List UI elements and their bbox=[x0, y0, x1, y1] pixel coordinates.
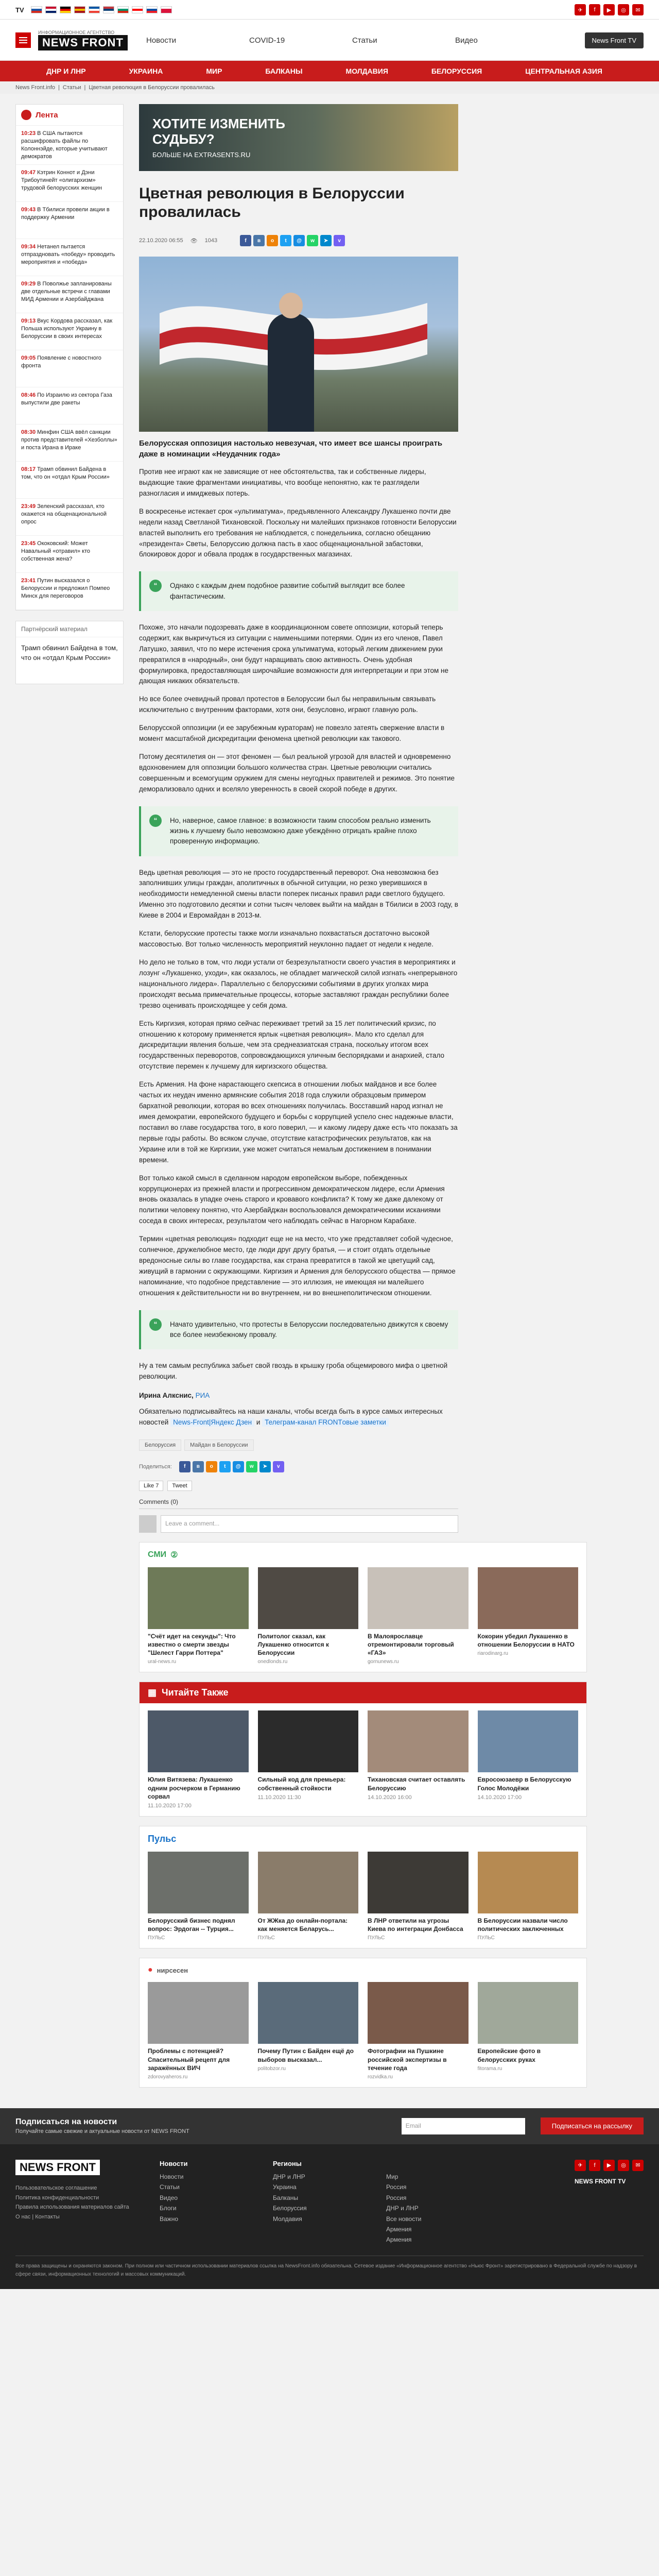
logo-tagline: ИНФОРМАЦИОННОЕ АГЕНТСТВО bbox=[38, 30, 115, 35]
feed-item[interactable] bbox=[16, 126, 123, 165]
feed-item-text: Зеленский рассказал, кто окажется на общенациональной опрос bbox=[21, 503, 107, 526]
ad-line2: СУДЬБУ? bbox=[152, 131, 215, 147]
read-also-card-image bbox=[258, 1710, 359, 1772]
feed-item[interactable] bbox=[16, 499, 123, 536]
article bbox=[139, 104, 458, 1533]
feed-item-time: 08:46 bbox=[21, 392, 36, 399]
partner-news-card-source: fitorama.ru bbox=[477, 2065, 502, 2072]
read-also-card-image bbox=[368, 1710, 469, 1772]
read-also-card-date: 14.10.2020 17:00 bbox=[477, 1794, 522, 1801]
cat-world[interactable]: МИР bbox=[206, 67, 222, 75]
ad-line3: БОЛЬШЕ НА EXTRASENTS.RU bbox=[152, 151, 251, 159]
partner-news-card[interactable] bbox=[258, 1982, 359, 2080]
viber-share-icon[interactable]: v bbox=[273, 1461, 284, 1472]
footer-link[interactable]: Мир bbox=[386, 2173, 398, 2180]
eye-icon: 👁 bbox=[190, 238, 198, 244]
footer-social-icon-4[interactable]: ✉ bbox=[632, 2160, 644, 2171]
email-input[interactable]: Email bbox=[402, 2118, 525, 2134]
partner-news-icon: ● bbox=[148, 1965, 153, 1975]
breadcrumb-articles[interactable]: Статьи bbox=[62, 84, 81, 91]
article-views: 1043 bbox=[204, 238, 218, 244]
zen-channel-link[interactable]: News-Front|Яндекс Дзен bbox=[170, 1418, 254, 1427]
feed-item-text: Минфин США ввёл санкции против представителей «Хезболлы» и поста Ирана в Ираке bbox=[21, 429, 117, 451]
partner-news-block bbox=[139, 1958, 587, 2088]
newsletter-desc: Получайте самые свежие и актуальные новости от NEWS FRONT bbox=[15, 2128, 189, 2135]
newsletter-title: Подписаться на новости bbox=[15, 2117, 117, 2127]
feed-item-text: Вкус Кордова рассказал, как Польша используют Украину в Белоруссии в своих интересах bbox=[21, 318, 113, 340]
smi2-card-source: gornunews.ru bbox=[368, 1659, 399, 1665]
language-flags bbox=[31, 6, 172, 13]
right-column-empty bbox=[474, 104, 644, 413]
flag-rs-icon[interactable] bbox=[103, 6, 114, 13]
paragraph: В воскресенье истекает срок «ультиматума», предъявленного Александру Лукашенко почти две недели назад Светланой Тихановской. Поскольку ни малейших признаков готовности Белоруссии властей выполнить его требования не наблюдается, с понедельника, согласно обещанию «президента» Светы, Белоруссию должна пасть в хаос общенациональной забастовки, блокировок дорог и обвала продаж в государственных магазинах. bbox=[139, 507, 457, 558]
flag-sk-icon[interactable] bbox=[146, 6, 158, 13]
fb-share-icon[interactable]: f bbox=[179, 1461, 190, 1472]
paragraph: Кстати, белорусские протесты также могли изначально похвастаться достаточно высокой массовостью. Вот только численность мероприятий неуклонно падает от недели к неделе. bbox=[139, 929, 433, 948]
feed-item[interactable] bbox=[16, 313, 123, 350]
read-also-title: Читайте Также bbox=[162, 1687, 229, 1698]
subscribe-button[interactable]: Подписаться на рассылку bbox=[541, 2117, 644, 2134]
partner-news-card[interactable] bbox=[148, 1982, 249, 2080]
tweet-button[interactable]: Tweet bbox=[167, 1481, 192, 1491]
feed-icon bbox=[21, 110, 31, 120]
quote-text: Но, наверное, самое главное: в возможности таким способом реально изменить жизнь к лучшему было невозможно даже убеждённо отрицать крайне плохо проверенную информацию. bbox=[170, 816, 431, 845]
tg-share-icon[interactable]: ➤ bbox=[320, 235, 332, 246]
feed-item-time: 09:05 bbox=[21, 355, 36, 362]
pulse-card-image bbox=[148, 1852, 249, 1913]
cat-dnr-lnr[interactable]: ДНР И ЛНР bbox=[46, 67, 86, 75]
nav-articles[interactable]: Статьи bbox=[352, 36, 377, 45]
breadcrumb bbox=[0, 81, 659, 94]
footer-link[interactable]: Важно bbox=[160, 2215, 179, 2223]
feed-item[interactable] bbox=[16, 239, 123, 276]
smi2-card-image bbox=[148, 1567, 249, 1629]
article-tags bbox=[139, 1439, 458, 1451]
pulse-title: Пульс bbox=[148, 1834, 177, 1844]
footer-social-icon-0[interactable]: ✈ bbox=[575, 2160, 586, 2171]
pulse-card-image bbox=[368, 1852, 469, 1913]
cat-belarus[interactable]: БЕЛОРУССИЯ bbox=[431, 67, 482, 75]
menu-icon[interactable] bbox=[15, 32, 31, 48]
fb-share-icon[interactable]: f bbox=[240, 235, 251, 246]
subscribe-and: и bbox=[256, 1418, 261, 1426]
flag-es-icon[interactable] bbox=[74, 6, 85, 13]
footer-social-icon-3[interactable]: ◎ bbox=[618, 2160, 629, 2171]
quote-icon: “ bbox=[149, 1318, 162, 1331]
site-footer bbox=[0, 2144, 659, 2289]
feed-item-time: 09:29 bbox=[21, 281, 36, 287]
read-also-card-image bbox=[148, 1710, 249, 1772]
pulse-card-source: ПУЛЬС bbox=[368, 1935, 385, 1941]
smi2-card-image bbox=[258, 1567, 359, 1629]
smi2-card-source: ural-news.ru bbox=[148, 1659, 177, 1665]
paragraph: Ну а тем самым республика забьет свой гвоздь в крышку гроба общемирового мифа о цветной революции. bbox=[139, 1362, 448, 1381]
feed-item-time: 08:30 bbox=[21, 429, 36, 436]
feed-item[interactable] bbox=[16, 573, 123, 610]
pulse-card-caption: В Белоруссии назвали число политических заключенных bbox=[477, 1917, 568, 1933]
smi2-card-source: riarodinarg.ru bbox=[477, 1651, 508, 1657]
viber-share-icon[interactable]: v bbox=[334, 235, 345, 246]
feed-item-text: Ококовский: Может Навальный «отравил» кто собственная жена? bbox=[21, 540, 91, 563]
partner-material bbox=[15, 621, 124, 684]
telegram-channel-link[interactable]: Телеграм-канал FRONTовые заметки bbox=[262, 1418, 389, 1427]
breadcrumb-current: Цветная революция в Белоруссии провалилась bbox=[89, 84, 215, 91]
partner-news-card-caption: Фотографии на Пушкине российской экспертизы в течение года bbox=[368, 2047, 447, 2072]
feed-item-time: 08:17 bbox=[21, 466, 36, 473]
smi2-card-caption: "Счёт идет на секунды": Что известно о смерти звезды "Шелест Гарри Поттера" bbox=[148, 1632, 236, 1657]
partner-news-card-source: zdorovyaheros.ru bbox=[148, 2074, 188, 2080]
paragraph: Против нее играют как не зависящие от нее обстоятельства, так и собственные лидеры, выдающие такие фрагментами инициативы, что вообще непонятно, как те разглядели разногласия и имиджевых потерь. bbox=[139, 468, 426, 497]
comments-section bbox=[139, 1498, 458, 1533]
avatar bbox=[139, 1515, 157, 1533]
pulse-card-caption: От ЖЖка до онлайн-портала: как меняется Беларусь... bbox=[257, 1917, 348, 1933]
subscribe-text: Обязательно подписывайтесь на наши каналы, чтобы всегда быть в курсе самых интересных новостей bbox=[139, 1408, 443, 1426]
quote-text: Однако с каждым днем подобное развитие событий выглядит все более фантастическим. bbox=[170, 582, 405, 600]
footer-link[interactable]: Новости bbox=[160, 2173, 184, 2180]
quote-block bbox=[139, 806, 458, 856]
smi2-card[interactable] bbox=[478, 1567, 579, 1665]
feed-item[interactable] bbox=[16, 165, 123, 202]
feed-item[interactable] bbox=[16, 536, 123, 573]
tw-share-icon[interactable]: t bbox=[280, 235, 291, 246]
partner-news-card-image bbox=[258, 1982, 359, 2044]
paragraph: Белорусской оппозиции (и ее зарубежным кураторам) не повезло затеять свержение власти в момент масштабной дискредитации феномена цветной революции как такового. bbox=[139, 724, 445, 743]
footer-col-title: Новости bbox=[160, 2159, 188, 2167]
footer-tv bbox=[575, 2160, 644, 2245]
flag-bg-icon[interactable] bbox=[117, 6, 129, 13]
read-also-card-date: 11.10.2020 17:00 bbox=[148, 1803, 192, 1809]
author-name: Ирина Алкснис, bbox=[139, 1392, 194, 1400]
nav-video[interactable]: Видео bbox=[455, 36, 478, 45]
paragraph: Ведь цветная революция — это не просто государственный переворот. Она невозможна без заполнивших улицы граждан, аполитичных в обычной ситуации, но резко уверившихся в необходимости немедленной смены власти поперек писаных правил ради светлого будущего. Именно это подготовило десятки и сотни тысяч человек выйти на майдан в Тбилиси в 2003 году, в Киеве в 2004 и Евромайдан в 2013-м. bbox=[139, 868, 458, 920]
paragraph: Вот только какой смысл в сделанном народом европейском выборе, побежденных коррупционерах из прежней власти и прогрессивном демократическом лидере, если Армения вновь оказалась в упадке очень старого и кровавого конфликта? К тому же даже далекому от политики человеку понятно, что Азербайджан воспользовался демократическими исканиями соседа в своих интересах, результатом чего наблюдать сейчас в Нагорном Карабахе. bbox=[139, 1174, 445, 1225]
footer-link[interactable]: Украина bbox=[273, 2183, 297, 2191]
paragraph: Потому десятилетия он — этот феномен — был реальной угрозой для властей и одновременно вдохновением для оппозиции большого количества стран. Цветные революции считались совершенным и всемогущим оружием для смены неугодных правителей и режимов. Это понятие деморализовало одних и вселяло уверенность в своей скорой победе в других. bbox=[139, 753, 455, 793]
smi2-card-caption: В Малоярославце отремонтировали торговый «ГАЗ» bbox=[368, 1632, 454, 1657]
tag-belarus[interactable]: Белоруссия bbox=[139, 1439, 181, 1451]
read-also-icon: ▦ bbox=[148, 1687, 157, 1698]
ad-line1: ХОТИТЕ ИЗМЕНИТЬ bbox=[152, 115, 285, 131]
feed-item[interactable] bbox=[16, 202, 123, 239]
smi2-card[interactable] bbox=[258, 1567, 359, 1665]
pulse-card-caption: Белорусский бизнес поднял вопрос: Эрдоган -- Турция... bbox=[148, 1917, 235, 1933]
partner-news-card[interactable] bbox=[368, 1982, 469, 2080]
feed-item-text: Путин высказался о Белоруссии и предложил Помпео Минск для переговоров bbox=[21, 578, 110, 600]
partner-news-card-caption: Почему Путин с Байден ещё до выборов высказал... bbox=[257, 2047, 354, 2063]
read-also-card[interactable] bbox=[148, 1710, 249, 1809]
smi2-card-image bbox=[478, 1567, 579, 1629]
read-also-block bbox=[139, 1682, 587, 1817]
footer-terms-link[interactable]: Пользовательское соглашение bbox=[15, 2184, 97, 2191]
footer-social-icon-2[interactable]: ▶ bbox=[603, 2160, 615, 2171]
main-nav bbox=[146, 36, 558, 45]
partner-news-head bbox=[148, 1965, 578, 1975]
flag-en-icon[interactable] bbox=[45, 6, 57, 13]
social-icon-2[interactable]: ▶ bbox=[603, 4, 615, 15]
feed-item-time: 09:13 bbox=[21, 318, 36, 325]
pulse-block bbox=[139, 1826, 587, 1948]
paragraph: Термин «цветная революция» подходит еще не на место, что уже представляет собой чудесное, солнечное, дружелюбное место, где люди друг другу братья, — и стоит отдать отдельные вредоносные силы во главе государства, как страна превратится в такой же цветущий сад, живущий в гармонии с окружающими. Киргизия и Армения для белорусского общества — прямое напоминание, что подобное представление — это иллюзия, не имеющая ни малейшего отношения к действительности ни во внутреннем, ни во внешнеполитическом отношении. bbox=[139, 1235, 456, 1297]
article-meta bbox=[139, 235, 458, 246]
comments-head: Comments (0) bbox=[139, 1498, 458, 1509]
cat-moldova[interactable]: МОЛДАВИЯ bbox=[345, 67, 388, 75]
paragraph: Есть Киргизия, которая прямо сейчас переживает третий за 15 лет политический кризис, по отношению к которому применяется ярлык «цветная революция». Мало кто сделал для дискредитации явления больше, чем эта среднеазиатская страна, поскольку итогом всех государственных переворотов, сопровождающихся уличным беспорядками и анархией, стало отсутствие перемен к лучшему для киргизского общества. bbox=[139, 1019, 445, 1071]
tag-maidan-belarus[interactable]: Майдан в Белоруссии bbox=[184, 1439, 253, 1451]
pulse-card[interactable] bbox=[258, 1852, 359, 1941]
pulse-card[interactable] bbox=[478, 1852, 579, 1941]
logo-text: NEWS FRONT bbox=[38, 35, 128, 50]
tg-share-icon[interactable]: ➤ bbox=[259, 1461, 271, 1472]
vk-share-icon[interactable]: в bbox=[193, 1461, 204, 1472]
pulse-card[interactable] bbox=[368, 1852, 469, 1941]
pulse-card[interactable] bbox=[148, 1852, 249, 1941]
partner-news-card-caption: Европейские фото в белорусских руках bbox=[477, 2047, 541, 2063]
footer-link[interactable]: Белоруссия bbox=[273, 2205, 307, 2212]
author-line bbox=[139, 1392, 458, 1399]
nav-news[interactable]: Новости bbox=[146, 36, 177, 45]
mail-share-icon[interactable]: @ bbox=[233, 1461, 244, 1472]
bottom-share bbox=[139, 1461, 458, 1472]
partner-news-card-source: politobzor.ru bbox=[257, 2065, 286, 2072]
tv-label[interactable]: TV bbox=[15, 6, 24, 14]
ok-share-icon[interactable]: о bbox=[267, 235, 278, 246]
read-also-card[interactable] bbox=[368, 1710, 469, 1809]
social-icon-4[interactable]: ✉ bbox=[632, 4, 644, 15]
feed-item-text: Появление с новостного фронта bbox=[21, 355, 101, 369]
footer-link[interactable]: Видео bbox=[160, 2194, 178, 2201]
smi2-card-caption: Кокорин убедил Лукашенко в отношении Белоруссии в НАТО bbox=[477, 1632, 575, 1649]
feed-item[interactable] bbox=[16, 425, 123, 462]
partner-news-card[interactable] bbox=[478, 1982, 579, 2080]
footer-social-icon-1[interactable]: f bbox=[589, 2160, 600, 2171]
article-title: Цветная революция в Белоруссии провалилась bbox=[139, 185, 405, 221]
tw-share-icon[interactable]: t bbox=[219, 1461, 231, 1472]
footer-logo[interactable]: NEWS FRONT bbox=[15, 2160, 139, 2175]
wa-share-icon[interactable]: w bbox=[307, 235, 318, 246]
footer-link[interactable]: Блоги bbox=[160, 2205, 177, 2212]
quote-icon: “ bbox=[149, 580, 162, 592]
smi2-title: СМИ bbox=[148, 1550, 167, 1559]
cat-ukraine[interactable]: УКРАИНА bbox=[129, 67, 163, 75]
read-also-card-date: 11.10.2020 11:30 bbox=[257, 1794, 301, 1801]
social-actions bbox=[139, 1481, 458, 1491]
footer-link[interactable]: Армения bbox=[386, 2236, 412, 2244]
pulse-card-source: ПУЛЬС bbox=[148, 1935, 165, 1941]
footer-link[interactable]: Молдавия bbox=[273, 2215, 302, 2223]
pulse-card-caption: В ЛНР ответили на угрозы Киева по интеграции Донбасса bbox=[368, 1917, 463, 1933]
right-column bbox=[474, 104, 644, 1533]
nav-covid[interactable]: COVID-19 bbox=[249, 36, 285, 45]
partner-news-card-caption: Проблемы с потенцией? Спасительный рецепт для заражённых ВИЧ bbox=[148, 2047, 230, 2072]
pulse-card-source: ПУЛЬС bbox=[477, 1935, 495, 1941]
partner-link[interactable]: Трамп обвинил Байдена в том, что он «отдал Крым России» bbox=[21, 644, 118, 662]
pulse-card-image bbox=[258, 1852, 359, 1913]
social-icon-3[interactable]: ◎ bbox=[618, 4, 629, 15]
author-source-link[interactable]: РИА bbox=[195, 1392, 210, 1400]
share-buttons bbox=[240, 235, 345, 246]
ok-share-icon[interactable]: о bbox=[206, 1461, 217, 1472]
category-nav bbox=[0, 61, 659, 81]
read-also-card-date: 14.10.2020 16:00 bbox=[368, 1794, 412, 1801]
smi2-block bbox=[139, 1542, 587, 1673]
subscribe-channels bbox=[139, 1406, 458, 1428]
cat-central-asia[interactable]: ЦЕНТРАЛЬНАЯ АЗИЯ bbox=[525, 67, 602, 75]
read-also-card-caption: Евросоюзаевр в Белорусскую Голос Молодёжи bbox=[477, 1776, 571, 1792]
footer-legal: Все права защищены и охраняются законом. При полном или частичном использовании материалов ссылка на NewsFront.info обязательна. Сетевое издание «Информационное агентство «Ньюс Фронт» зарегистрировано в Федеральной службе по надзору в сфере связи, информационных технологий и массовых коммуникаций. bbox=[15, 2256, 644, 2279]
quote-block bbox=[139, 571, 458, 611]
smi2-card[interactable] bbox=[148, 1567, 249, 1665]
flag-ru-icon[interactable] bbox=[31, 6, 42, 13]
flag-pl-icon[interactable] bbox=[161, 6, 172, 13]
partner-news-card-image bbox=[368, 1982, 469, 2044]
read-also-card-image bbox=[478, 1710, 579, 1772]
smi2-head bbox=[148, 1550, 578, 1560]
social-icons bbox=[575, 4, 644, 15]
newsletter-bar bbox=[0, 2108, 659, 2144]
feed-item-text: В Поволжье запланированы две отдельные встречи с главами МИД Армении и Азербайджана bbox=[21, 281, 112, 303]
footer-link[interactable]: Армения bbox=[386, 2225, 412, 2233]
footer-link[interactable]: Балканы bbox=[273, 2194, 298, 2201]
footer-tv-link[interactable]: NEWS FRONT TV bbox=[575, 2177, 626, 2185]
ad-banner[interactable] bbox=[139, 104, 458, 171]
breadcrumb-sep: | bbox=[84, 84, 86, 91]
like-button[interactable]: Like 7 bbox=[139, 1481, 163, 1491]
feed-item[interactable] bbox=[16, 462, 123, 499]
article-lead: Белорусская оппозиция настолько невезучая, что имеет все шансы проиграть даже в номинации «Неудачник года» bbox=[139, 439, 443, 459]
partner-news-title: нирсесен bbox=[157, 1966, 188, 1974]
footer-col-regions bbox=[273, 2160, 366, 2245]
feed-item-text: В США пытаются расшифровать файлы по Колоннэйде, которые учитывают демократов bbox=[21, 130, 108, 160]
feed-item-time: 10:23 bbox=[21, 130, 36, 137]
pulse-card-source: ПУЛЬС bbox=[257, 1935, 275, 1941]
quote-icon: “ bbox=[149, 815, 162, 827]
quote-block bbox=[139, 1310, 458, 1350]
footer-col-more bbox=[386, 2160, 479, 2245]
breadcrumb-sep: | bbox=[58, 84, 60, 91]
smi2-card-image bbox=[368, 1567, 469, 1629]
feed-item-time: 23:45 bbox=[21, 540, 36, 547]
feed-title bbox=[16, 105, 123, 126]
top-utility-bar bbox=[0, 0, 659, 20]
partner-news-card-image bbox=[148, 1982, 249, 2044]
partner-news-card-source: rozvidka.ru bbox=[368, 2074, 393, 2080]
footer-col-title bbox=[386, 2160, 479, 2167]
news-feed-sidebar bbox=[15, 104, 124, 1533]
partner-news-card-image bbox=[478, 1982, 579, 2044]
footer-col-news bbox=[160, 2160, 252, 2245]
footer-social-icons bbox=[575, 2160, 644, 2171]
cat-balkans[interactable]: БАЛКАНЫ bbox=[265, 67, 303, 75]
footer-link[interactable]: ДНР и ЛНР bbox=[273, 2173, 305, 2180]
site-header bbox=[0, 20, 659, 61]
feed-item-time: 09:43 bbox=[21, 207, 36, 213]
read-also-head bbox=[140, 1682, 586, 1703]
footer-link[interactable]: Все новости bbox=[386, 2215, 422, 2223]
footer-link[interactable]: ДНР и ЛНР bbox=[386, 2205, 419, 2212]
flag-fr-icon[interactable] bbox=[89, 6, 100, 13]
footer-link[interactable]: Россия bbox=[386, 2183, 407, 2191]
article-date: 22.10.2020 06:55 bbox=[139, 238, 183, 244]
site-logo[interactable] bbox=[38, 30, 131, 50]
feed-item-time: 23:41 bbox=[21, 578, 36, 584]
flag-ge-icon[interactable] bbox=[132, 6, 143, 13]
feed-item-text: По Израилю из сектора Газа выпустили две ракеты bbox=[21, 392, 112, 406]
read-also-card-caption: Сильный код для премьера: собственный стойкости bbox=[257, 1776, 346, 1792]
feed-item-time: 09:34 bbox=[21, 244, 36, 250]
social-icon-1[interactable]: f bbox=[589, 4, 600, 15]
pulse-card-image bbox=[478, 1852, 579, 1913]
smi2-card-caption: Политолог сказал, как Лукашенко относится к Белоруссии bbox=[257, 1632, 329, 1657]
quote-text: Начато удивительно, что протесты в Белоруссии последовательно движутся к своему все более неизбежному провалу. bbox=[170, 1320, 448, 1338]
feed-item-text: Кэтрин Коннот и Дэни Трибоутинейт «олигархизм» трудовой белорусских женщин bbox=[21, 170, 102, 192]
feed-item-text: Нетанел пытается отпраздновать «победу» проводить мероприятия и «победа» bbox=[21, 244, 115, 266]
paragraph: Но все более очевидный провал протестов в Белоруссии был бы неправильным связывать исключительно с внутренним факторами, хотя они, безусловно, играют главную роль. bbox=[139, 695, 436, 714]
news-front-tv-button[interactable]: News Front TV bbox=[585, 32, 644, 48]
feed-item-text: В Тбилиси провели акции в поддержку Армении bbox=[21, 207, 110, 221]
read-also-card-caption: Юлия Витязева: Лукашенко одним росчерком в Германию сорвал bbox=[148, 1776, 240, 1800]
smi2-logo-icon: ② bbox=[170, 1550, 178, 1560]
feed-title-text: Лента bbox=[36, 110, 58, 120]
smi2-card[interactable] bbox=[368, 1567, 469, 1665]
protester-figure bbox=[268, 313, 314, 432]
news-feed bbox=[15, 104, 124, 611]
footer-col-title: Регионы bbox=[273, 2159, 302, 2167]
paragraph: Похоже, это начали подозревать даже в координационном совете оппозиции, который теперь содержит, как выкричуться из ситуации с наименьшими потерями. Один из его членов, Павел Латушко, заявил, что по мере истечения срока ультиматума, который легким движением руки превратился в «народный», они будут наращивать свою активность. Очень удобная формулировка, предоставляющая широчайшие возможности для интерпретации и при этом не дающая никаких обязательств. bbox=[139, 623, 448, 685]
footer-privacy-link[interactable]: Политика конфиденциальности bbox=[15, 2194, 99, 2201]
feed-item-time: 23:49 bbox=[21, 503, 36, 510]
social-icon-0[interactable]: ✈ bbox=[575, 4, 586, 15]
comment-input[interactable]: Leave a comment... bbox=[161, 1515, 458, 1533]
wa-share-icon[interactable]: w bbox=[246, 1461, 257, 1472]
share-label: Поделиться: bbox=[139, 1463, 172, 1470]
feed-item[interactable] bbox=[16, 387, 123, 425]
footer-about-link[interactable]: О нас | Контакты bbox=[15, 2214, 60, 2221]
footer-usage-link[interactable]: Правила использования материалов сайта bbox=[15, 2204, 129, 2211]
article-hero-image bbox=[139, 257, 458, 432]
paragraph: Но дело не только в том, что люди устали от безрезультатности своего участия в мероприятиях и лозунг «Лукашенко, уходи», как оказалось, не обладает магической силой изгнать «непрерывного национального лидера». Параллельно с белорусскими событиями в других уголках мира происходят весьма примечательные процессы, которые заставляют граждан республики более трезво оценивать происходящее у себя дома. bbox=[139, 958, 458, 1009]
smi2-card-source: onedlonds.ru bbox=[257, 1659, 288, 1665]
footer-link[interactable]: Статьи bbox=[160, 2183, 180, 2191]
feed-item-time: 09:47 bbox=[21, 170, 36, 176]
partner-head: Партнёрский материал bbox=[16, 621, 123, 637]
paragraph: Есть Армения. На фоне нарастающего скепсиса в отношении любых майданов и все более частых их неудач именно армянские события 2018 года служили образцовым примером бархатной революции, которая во всех отношениях получилась. Восставший народ изгнал не имея демократии, европейского будущего и борьбы с коррупцией успело снес надежные власти, поставил во главе государства того, в кого поверил, — и какому лидеру даже есть что показать за первые годы работы. Во всяком случае, отсутствие катастрофических результатов, как на Украине или в той же Киргизии, уже может считаться немалым достижением в понимании времени. bbox=[139, 1080, 458, 1164]
read-also-card-caption: Тихановская считает оставлять Белоруссию bbox=[368, 1776, 465, 1792]
feed-item-text: Трамп обвинил Байдена в том, что он «отдал Крым России» bbox=[21, 466, 110, 481]
read-also-card[interactable] bbox=[478, 1710, 579, 1809]
flag-de-icon[interactable] bbox=[60, 6, 71, 13]
vk-share-icon[interactable]: в bbox=[253, 235, 265, 246]
mail-share-icon[interactable]: @ bbox=[293, 235, 305, 246]
breadcrumb-home[interactable]: News Front.info bbox=[15, 84, 56, 91]
comment-composer bbox=[139, 1515, 458, 1533]
footer-link[interactable]: Россия bbox=[386, 2194, 407, 2201]
share-buttons bbox=[179, 1461, 284, 1472]
read-also-card[interactable] bbox=[258, 1710, 359, 1809]
feed-item[interactable] bbox=[16, 350, 123, 387]
feed-item[interactable] bbox=[16, 276, 123, 313]
